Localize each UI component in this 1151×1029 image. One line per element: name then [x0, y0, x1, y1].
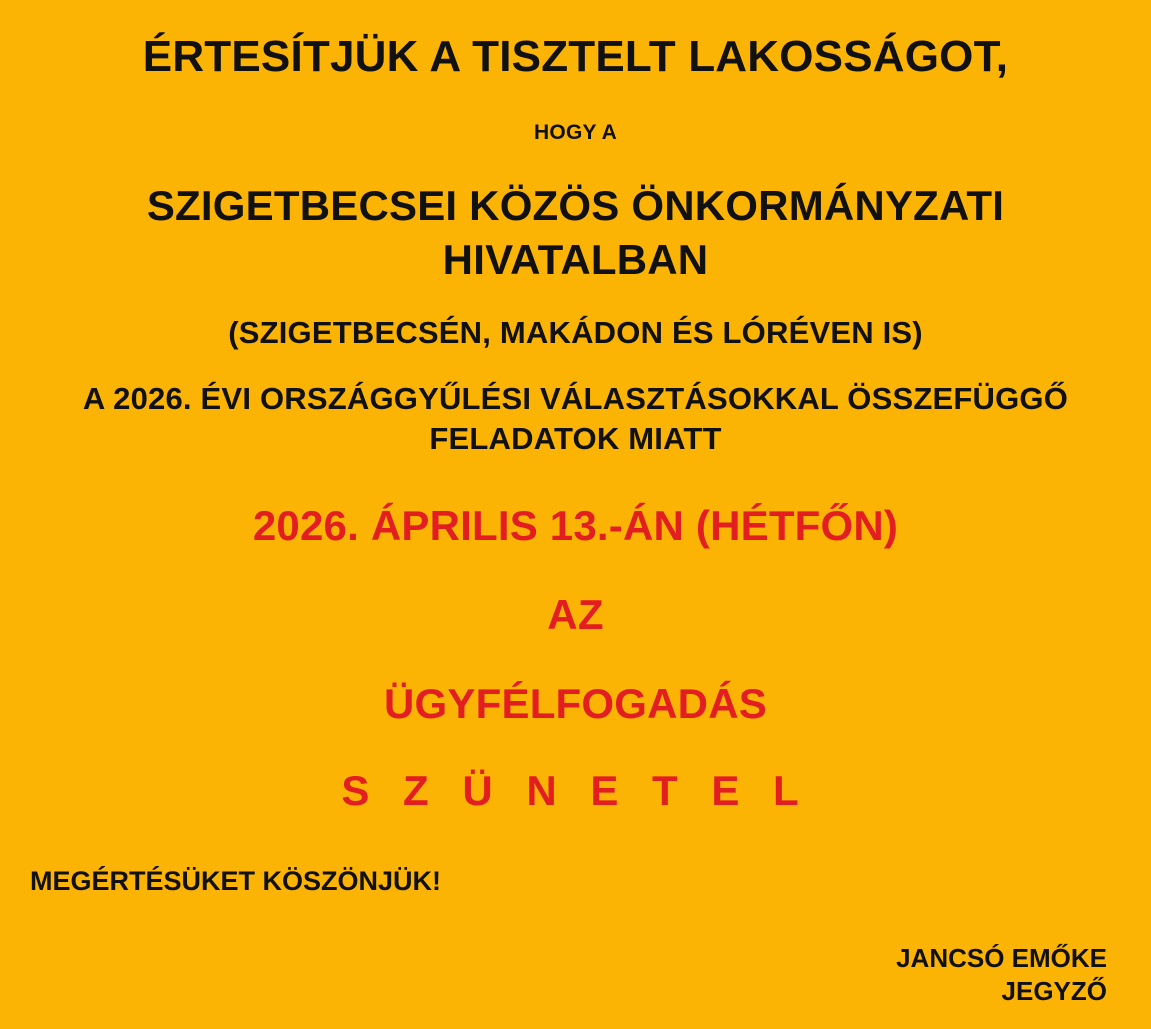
office-locations: (SZIGETBECSÉN, MAKÁDON ÉS LÓRÉVEN IS): [228, 315, 923, 351]
status-badge: S Z Ü N E T E L: [341, 766, 810, 814]
office-name: SZIGETBECSEI KÖZÖS ÖNKORMÁNYZATI HIVATALBAN: [146, 181, 1005, 283]
page-title: ÉRTESÍTJÜK A TISZTELT LAKOSSÁGOT,: [142, 32, 1009, 81]
closure-reason: A 2026. ÉVI ORSZÁGGYŰLÉSI VÁLASZTÁSOKKAL ÖSSZEFÜGGŐ FELADATOK MIATT: [82, 381, 1069, 457]
article-word: AZ: [547, 590, 604, 638]
closure-date: 2026. ÁPRILIS 13.-ÁN (HÉTFŐN): [252, 501, 899, 549]
service-name: ÜGYFÉLFOGADÁS: [384, 679, 767, 727]
notice-intro: HOGY A: [534, 121, 617, 145]
signature-name: JANCSÓ EMŐKE: [896, 943, 1107, 973]
signature-role: JEGYZŐ: [1001, 975, 1107, 1006]
thanks-note: MEGÉRTÉSÜKET KÖSZÖNJÜK!: [30, 865, 442, 896]
signature-block: [26, 942, 1125, 1019]
